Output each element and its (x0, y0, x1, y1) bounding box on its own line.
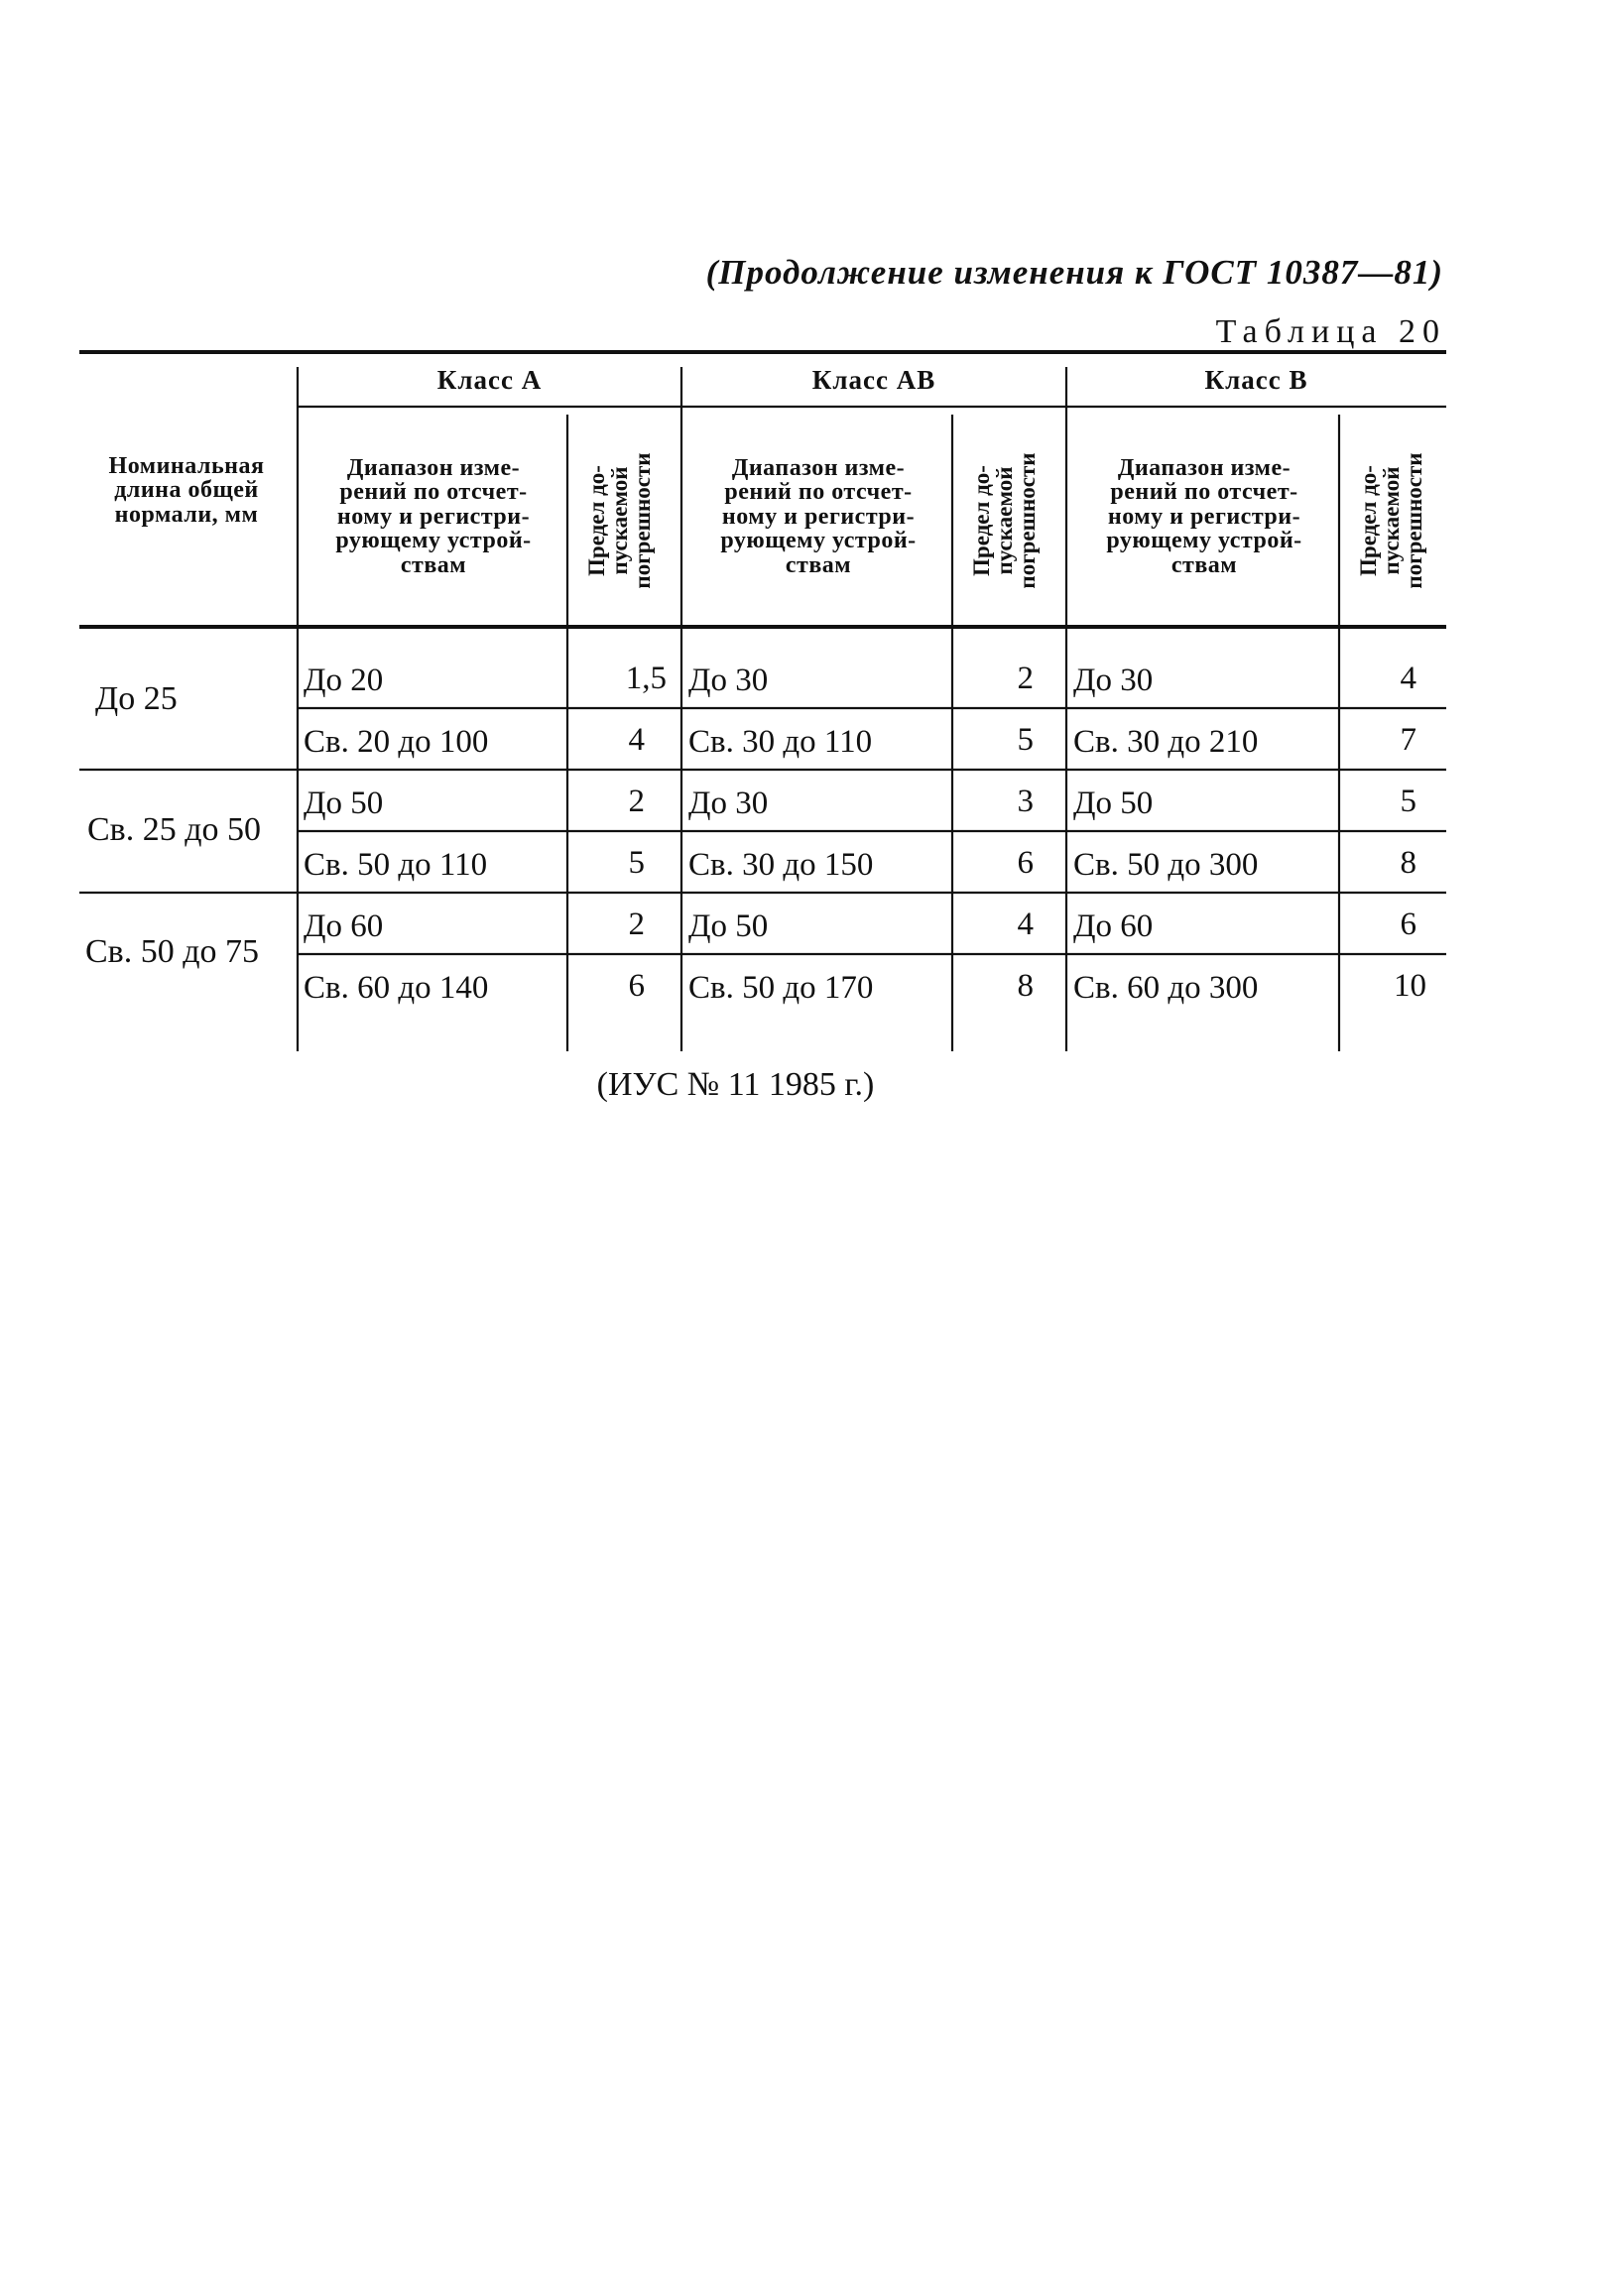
class-ab-limit: 2 (1017, 661, 1034, 696)
class-ab-limit: 5 (1017, 722, 1034, 758)
group-header-class-a: Класс А (436, 365, 543, 395)
class-a-range: До 20 (304, 663, 384, 698)
class-ab-range: До 30 (688, 663, 769, 698)
class-ab-range: Св. 30 до 110 (688, 724, 873, 760)
range-header-class-ab: Диапазон изме- рений по отсчет- ному и регистри- рующему устрой- ствам (720, 455, 917, 578)
range-header-class-b: Диапазон изме- рений по отсчет- ному и регистри- рующему устрой- ствам (1106, 455, 1302, 578)
class-b-range: Св. 30 до 210 (1073, 724, 1259, 760)
class-a-limit: 5 (628, 845, 645, 881)
row-group-label: До 25 (95, 680, 178, 717)
class-b-limit: 6 (1400, 906, 1416, 942)
group-header-class-ab: Класс АВ (811, 365, 936, 395)
class-b-limit: 7 (1400, 722, 1416, 758)
class-a-range: До 60 (304, 908, 384, 944)
row-group-label: Св. 25 до 50 (87, 811, 262, 848)
class-ab-range: До 50 (688, 908, 769, 944)
class-a-range: До 50 (304, 785, 384, 821)
table-number: Таблица 20 (1215, 313, 1446, 350)
class-a-range: Св. 20 до 100 (304, 724, 489, 760)
group-header-class-b: Класс В (1204, 365, 1308, 395)
class-b-range: До 30 (1073, 663, 1154, 698)
class-ab-range: До 30 (688, 785, 769, 821)
class-a-range: Св. 60 до 140 (304, 970, 489, 1006)
class-b-limit: 5 (1400, 784, 1416, 819)
class-ab-limit: 8 (1017, 968, 1034, 1004)
class-ab-range: Св. 30 до 150 (688, 847, 874, 883)
class-a-range: Св. 50 до 110 (304, 847, 488, 883)
row-group-label: Св. 50 до 75 (85, 933, 260, 970)
footer-note-wrap (0, 1066, 1600, 1104)
class-b-limit: 4 (1400, 661, 1416, 696)
range-header-class-a: Диапазон изме- рений по отсчет- ному и регистри- рующему устрой- ствам (335, 455, 532, 578)
class-a-limit: 2 (628, 784, 645, 819)
class-a-limit: 1,5 (625, 661, 667, 696)
limit-header-class-ab: Предел до- пускаемой погрешности (969, 452, 1040, 589)
class-b-range: Св. 50 до 300 (1073, 847, 1259, 883)
class-b-range: До 50 (1073, 785, 1154, 821)
class-a-limit: 6 (628, 968, 645, 1004)
class-b-limit: 8 (1400, 845, 1416, 881)
limit-header-class-a: Предел до- пускаемой погрешности (584, 452, 655, 589)
class-b-limit: 10 (1394, 968, 1426, 1004)
col-header-nominal-length: Номинальная длина общей нормали, мм (108, 453, 265, 528)
limit-header-class-b: Предел до- пускаемой погрешности (1356, 452, 1426, 589)
class-b-range: До 60 (1073, 908, 1154, 944)
class-b-range: Св. 60 до 300 (1073, 970, 1259, 1006)
class-a-limit: 2 (628, 906, 645, 942)
class-ab-range: Св. 50 до 170 (688, 970, 874, 1006)
class-ab-limit: 6 (1017, 845, 1034, 881)
class-ab-limit: 3 (1017, 784, 1034, 819)
footer-note: (ИУС № 11 1985 г.) (596, 1066, 875, 1103)
class-ab-limit: 4 (1017, 906, 1034, 942)
class-a-limit: 4 (628, 722, 645, 758)
continuation-heading: (Продолжение изменения к ГОСТ 10387—81) (705, 253, 1443, 292)
